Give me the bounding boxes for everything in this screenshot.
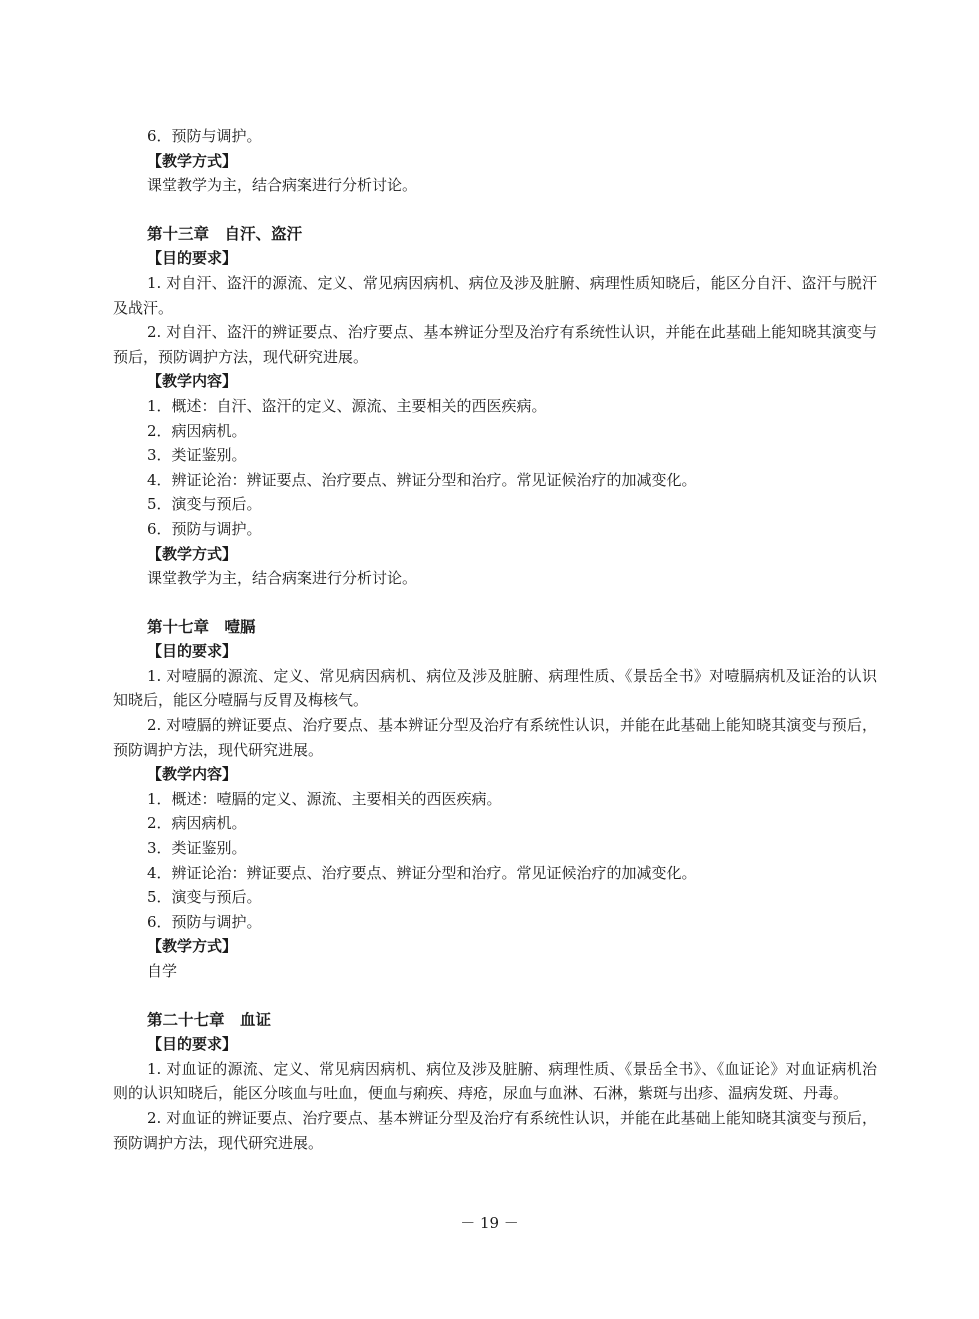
ch13-content-item-3: 3．类证鉴别。 [147, 446, 247, 465]
ch13-content-item-2: 2．病因病机。 [147, 421, 247, 440]
ch27-goal-2: 2. 对血证的辨证要点、治疗要点、基本辨证分型及治疗有系统性认识，并能在此基础上能知晓其演变与预后，预防调护方法，现代研究进展。 [113, 1108, 877, 1152]
ch17-content-item-1: 1．概述：噎膈的定义、源流、主要相关的西医疾病。 [147, 789, 502, 808]
ch27-goal-1: 1. 对血证的源流、定义、常见病因病机、病位及涉及脏腑、病理性质、《景岳全书》、《血证论》对血证病机治则的认识知晓后，能区分咳血与吐血，便血与痢疾、痔疮，尿血与血淋、石淋，紫斑与出疹、温病发斑、丹毒。 [113, 1059, 877, 1103]
page-content [113, 124, 877, 1155]
ch17-goal-heading: 【目的要求】 [147, 642, 238, 661]
section-gap [113, 198, 877, 222]
top-item-6: 6．预防与调护。 [147, 127, 262, 145]
ch17-goal-1: 1. 对噎膈的源流、定义、常见病因病机、病位及涉及脏腑、病理性质、《景岳全书》对噎膈病机及证治的认识知晓后，能区分噎膈与反胃及梅核气。 [113, 666, 877, 710]
ch17-content-item-5: 5．演变与预后。 [147, 888, 262, 907]
top-method-heading: 【教学方式】 [147, 151, 238, 170]
ch13-goal-2: 2. 对自汗、盗汗的辨证要点、治疗要点、基本辨证分型及治疗有系统性认识，并能在此基础上能知晓其演变与预后，预防调护方法，现代研究进展。 [113, 323, 877, 366]
ch13-content-item-6: 6．预防与调护。 [147, 519, 262, 538]
ch17-content-item-6: 6．预防与调护。 [147, 912, 262, 931]
ch13-goal-1: 1. 对自汗、盗汗的源流、定义、常见病因病机、病位及涉及脏腑、病理性质知晓后，能区分自汗、盗汗与脱汗及战汗。 [113, 273, 877, 317]
ch17-content-item-4: 4．辨证论治：辨证要点、治疗要点、辨证分型和治疗。常见证候治疗的加减变化。 [147, 863, 697, 882]
ch17-method-heading: 【教学方式】 [147, 937, 238, 956]
section-gap [113, 984, 877, 1008]
ch17-content-item-2: 2．病因病机。 [147, 814, 247, 833]
ch13-content-item-4: 4．辨证论治：辨证要点、治疗要点、辨证分型和治疗。常见证候治疗的加减变化。 [147, 470, 697, 489]
ch13-content-item-5: 5．演变与预后。 [147, 495, 262, 514]
page-number: － 19 － [460, 1214, 519, 1232]
ch17-goal-2: 2. 对噎膈的辨证要点、治疗要点、基本辨证分型及治疗有系统性认识，并能在此基础上能知晓其演变与预后，预防调护方法，现代研究进展。 [113, 716, 877, 759]
ch27-goal-heading: 【目的要求】 [147, 1035, 238, 1054]
ch13-method-text: 课堂教学为主，结合病案进行分析讨论。 [147, 569, 418, 588]
ch13-content-heading: 【教学内容】 [147, 372, 238, 391]
ch17-content-item-3: 3．类证鉴别。 [147, 839, 247, 858]
section-gap [113, 591, 877, 615]
chapter-27-title: 第二十七章 血证 [147, 1009, 272, 1029]
top-method-text: 课堂教学为主，结合病案进行分析讨论。 [147, 176, 418, 195]
chapter-13-title: 第十三章 自汗、盗汗 [147, 223, 303, 243]
ch13-method-heading: 【教学方式】 [147, 544, 238, 563]
ch17-content-heading: 【教学内容】 [147, 765, 238, 784]
ch13-content-item-1: 1．概述：自汗、盗汗的定义、源流、主要相关的西医疾病。 [147, 396, 547, 415]
ch17-method-text: 自学 [147, 962, 178, 980]
ch13-goal-heading: 【目的要求】 [147, 249, 238, 268]
chapter-17-title: 第十七章 噎膈 [147, 616, 256, 636]
